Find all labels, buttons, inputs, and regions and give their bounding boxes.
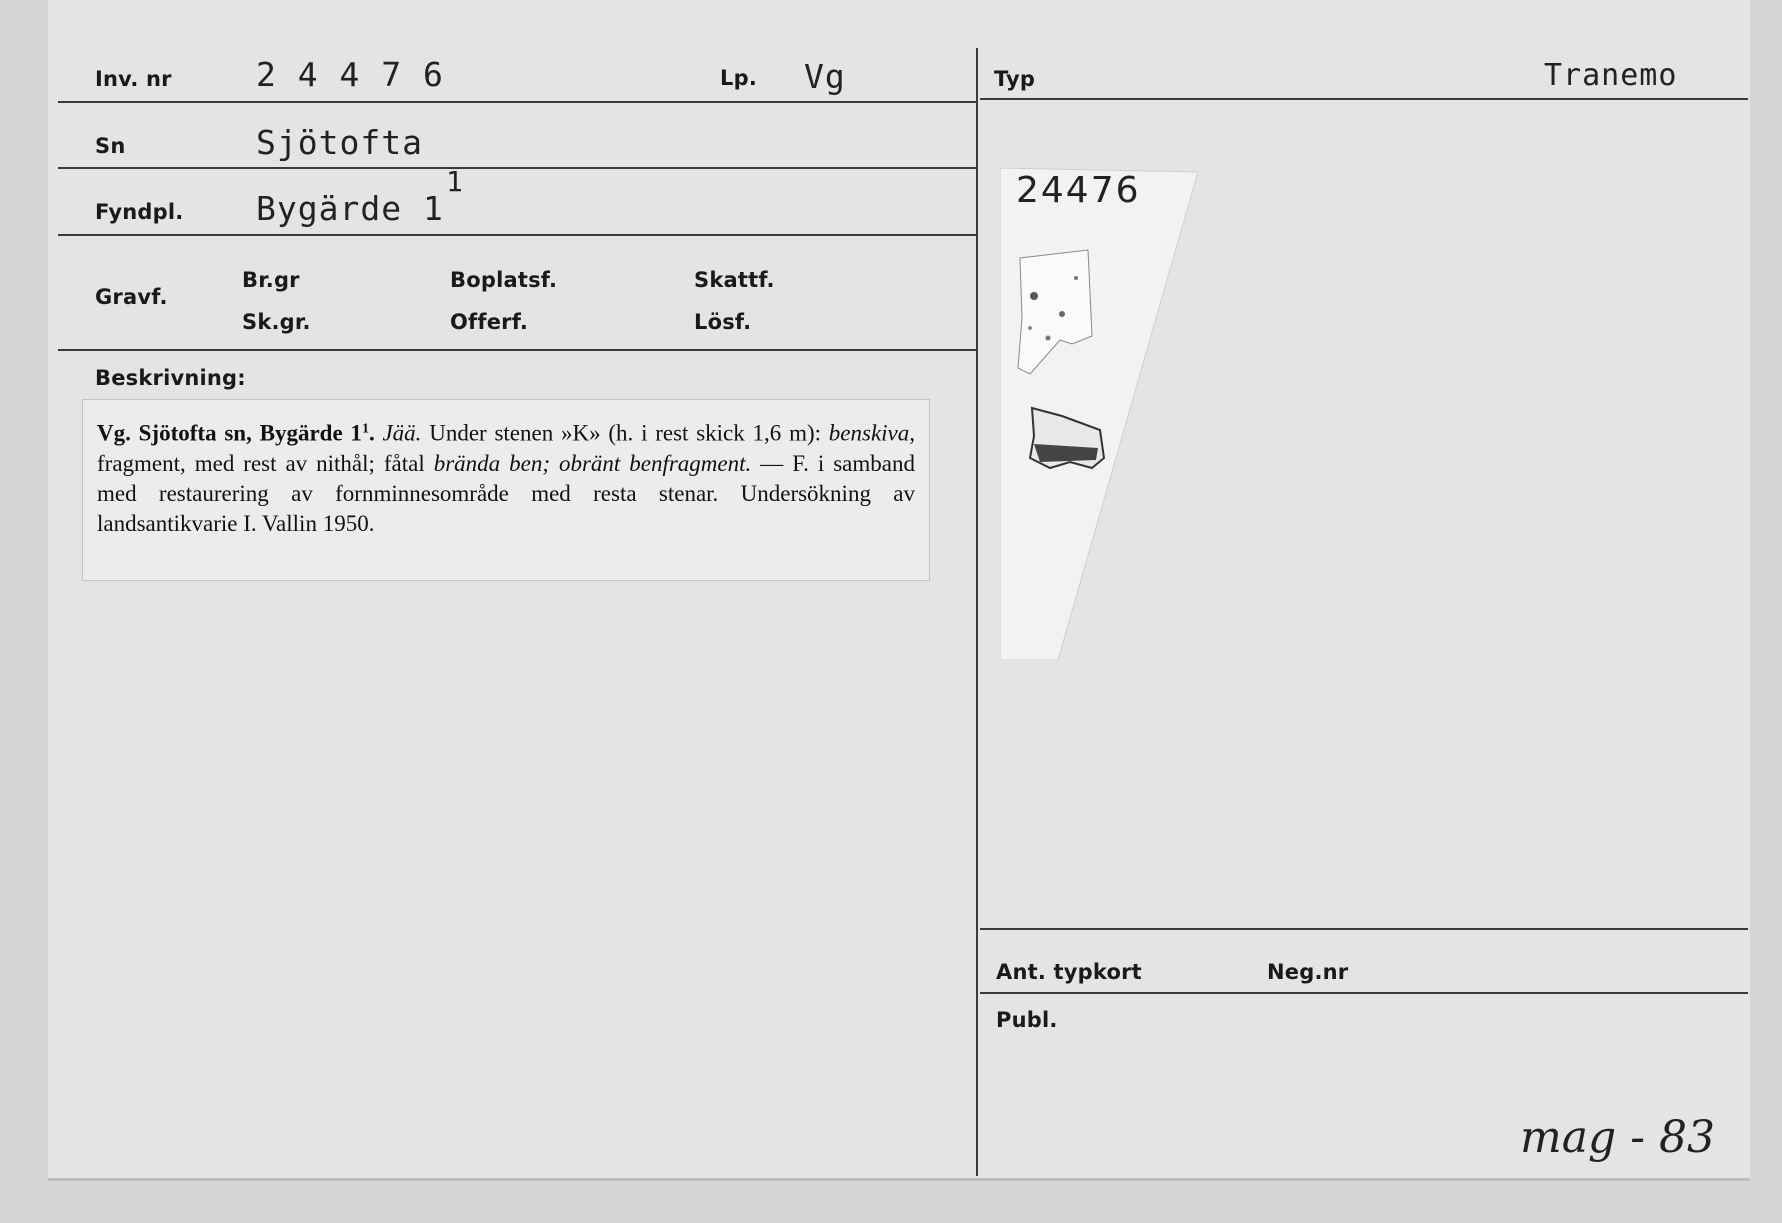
fyndpl-label: Fyndpl. <box>95 200 184 224</box>
boplatsf-option: Boplatsf. <box>450 268 558 292</box>
sk-gr-option: Sk.gr. <box>242 310 311 334</box>
sn-label: Sn <box>95 134 126 158</box>
desc-lead-sup: 1 <box>361 421 369 436</box>
rule-sn <box>58 167 976 169</box>
photo-handwritten-number: 24476 <box>1016 170 1141 211</box>
typ-value: Tranemo <box>1544 58 1678 93</box>
desc-lead-end: . <box>368 420 375 446</box>
lp-value: Vg <box>804 57 846 96</box>
catalog-card <box>48 0 1750 1178</box>
desc-text-1: Under stenen »K» (h. i rest skick 1,6 m): <box>421 420 829 446</box>
handwritten-note: mag - 83 <box>1520 1112 1715 1163</box>
losf-option: Lösf. <box>694 310 752 334</box>
rule-typ <box>980 98 1748 100</box>
fyndpl-superscript: 1 <box>446 165 463 198</box>
br-gr-option: Br.gr <box>242 268 300 292</box>
desc-lead: Vg. Sjötofta sn, Bygärde 1 <box>97 420 362 446</box>
desc-text-2: fragment, med rest av nithål; fåtal <box>97 450 434 476</box>
sn-value: Sjötofta <box>256 123 423 162</box>
inv-nr-value: 2 4 4 7 6 <box>256 55 444 94</box>
neg-nr-label: Neg.nr <box>1267 960 1349 984</box>
lp-label: Lp. <box>720 66 757 90</box>
publ-label: Publ. <box>996 1008 1058 1032</box>
artifact-photo <box>1000 168 1198 660</box>
desc-italic-3: brända ben; obränt benfragment. <box>433 450 752 476</box>
column-divider <box>976 48 978 1176</box>
rule-footer-top <box>980 928 1748 930</box>
skattf-option: Skattf. <box>694 268 775 292</box>
rule-inv <box>58 101 976 103</box>
rule-fyndpl <box>58 234 976 236</box>
ant-typkort-label: Ant. typkort <box>996 960 1142 984</box>
gravf-label: Gravf. <box>95 285 168 309</box>
description-text <box>82 399 930 581</box>
beskrivning-label: Beskrivning: <box>95 366 246 390</box>
typ-label: Typ <box>994 67 1036 91</box>
rule-footer-mid <box>980 992 1748 994</box>
desc-italic-1: Jää. <box>382 420 422 446</box>
rule-gravf <box>58 349 976 351</box>
offerf-option: Offerf. <box>450 310 529 334</box>
inv-nr-label: Inv. nr <box>95 67 172 91</box>
desc-text-3: — F. i samband med restaurering av fornminnesområde med resta stenar. Undersökning av landsantikvarie I. Vallin 1950. <box>97 450 915 536</box>
desc-italic-2: benskiva, <box>828 420 915 446</box>
fyndpl-value: Bygärde 1 <box>256 189 444 228</box>
